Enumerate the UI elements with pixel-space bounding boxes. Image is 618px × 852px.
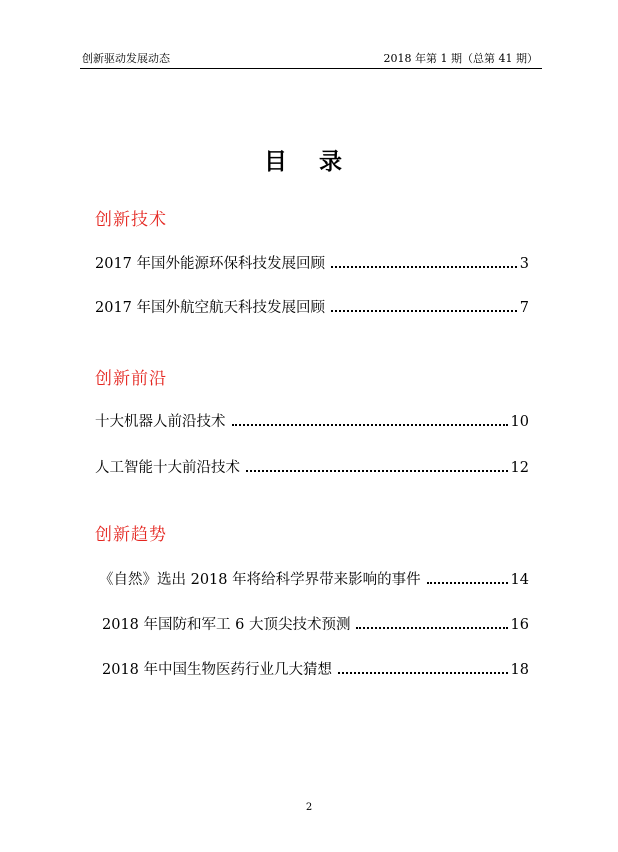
toc-entry-title: 2017 年国外航空航天科技发展回顾 <box>95 300 326 316</box>
toc-entry[interactable] <box>95 410 529 431</box>
header-issue: 2018 年第 1 期（总第 41 期） <box>383 52 538 65</box>
leader-dots <box>232 424 508 426</box>
section-heading-innovation-tech: 创新技术 <box>95 210 167 230</box>
toc-title: 目 录 <box>263 149 354 175</box>
toc-entry[interactable] <box>95 456 529 477</box>
toc-entry-page: 10 <box>510 414 529 430</box>
toc-entry-page: 12 <box>510 460 529 476</box>
leader-dots <box>331 266 517 268</box>
toc-entry[interactable] <box>99 568 529 589</box>
toc-entry-page: 16 <box>510 617 529 633</box>
header-publication-name: 创新驱动发展动态 <box>82 52 170 65</box>
toc-entry-title: 《自然》选出 2018 年将给科学界带来影响的事件 <box>99 572 421 588</box>
toc-entry[interactable] <box>102 658 529 679</box>
toc-entry-title: 十大机器人前沿技术 <box>95 414 226 430</box>
toc-entry[interactable] <box>102 613 529 634</box>
toc-entry-page: 14 <box>510 572 529 588</box>
toc-entry-title: 人工智能十大前沿技术 <box>95 460 240 476</box>
leader-dots <box>246 470 508 472</box>
toc-entry-title: 2018 年中国生物医药行业几大猜想 <box>102 662 333 678</box>
leader-dots <box>427 582 508 584</box>
toc-entry-page: 7 <box>519 300 529 316</box>
toc-entry-title: 2017 年国外能源环保科技发展回顾 <box>95 256 326 272</box>
toc-entry-page: 18 <box>510 662 529 678</box>
leader-dots <box>331 310 517 312</box>
toc-entry-page: 3 <box>519 256 529 272</box>
section-heading-innovation-trends: 创新趋势 <box>95 525 167 545</box>
toc-entry[interactable] <box>95 252 529 273</box>
leader-dots <box>338 672 508 674</box>
leader-dots <box>356 627 507 629</box>
page-header <box>80 48 542 69</box>
page-number: 2 <box>305 802 313 813</box>
toc-entry[interactable] <box>95 296 529 317</box>
toc-entry-title: 2018 年国防和军工 6 大顶尖技术预测 <box>102 617 351 633</box>
section-heading-innovation-frontier: 创新前沿 <box>95 369 167 389</box>
